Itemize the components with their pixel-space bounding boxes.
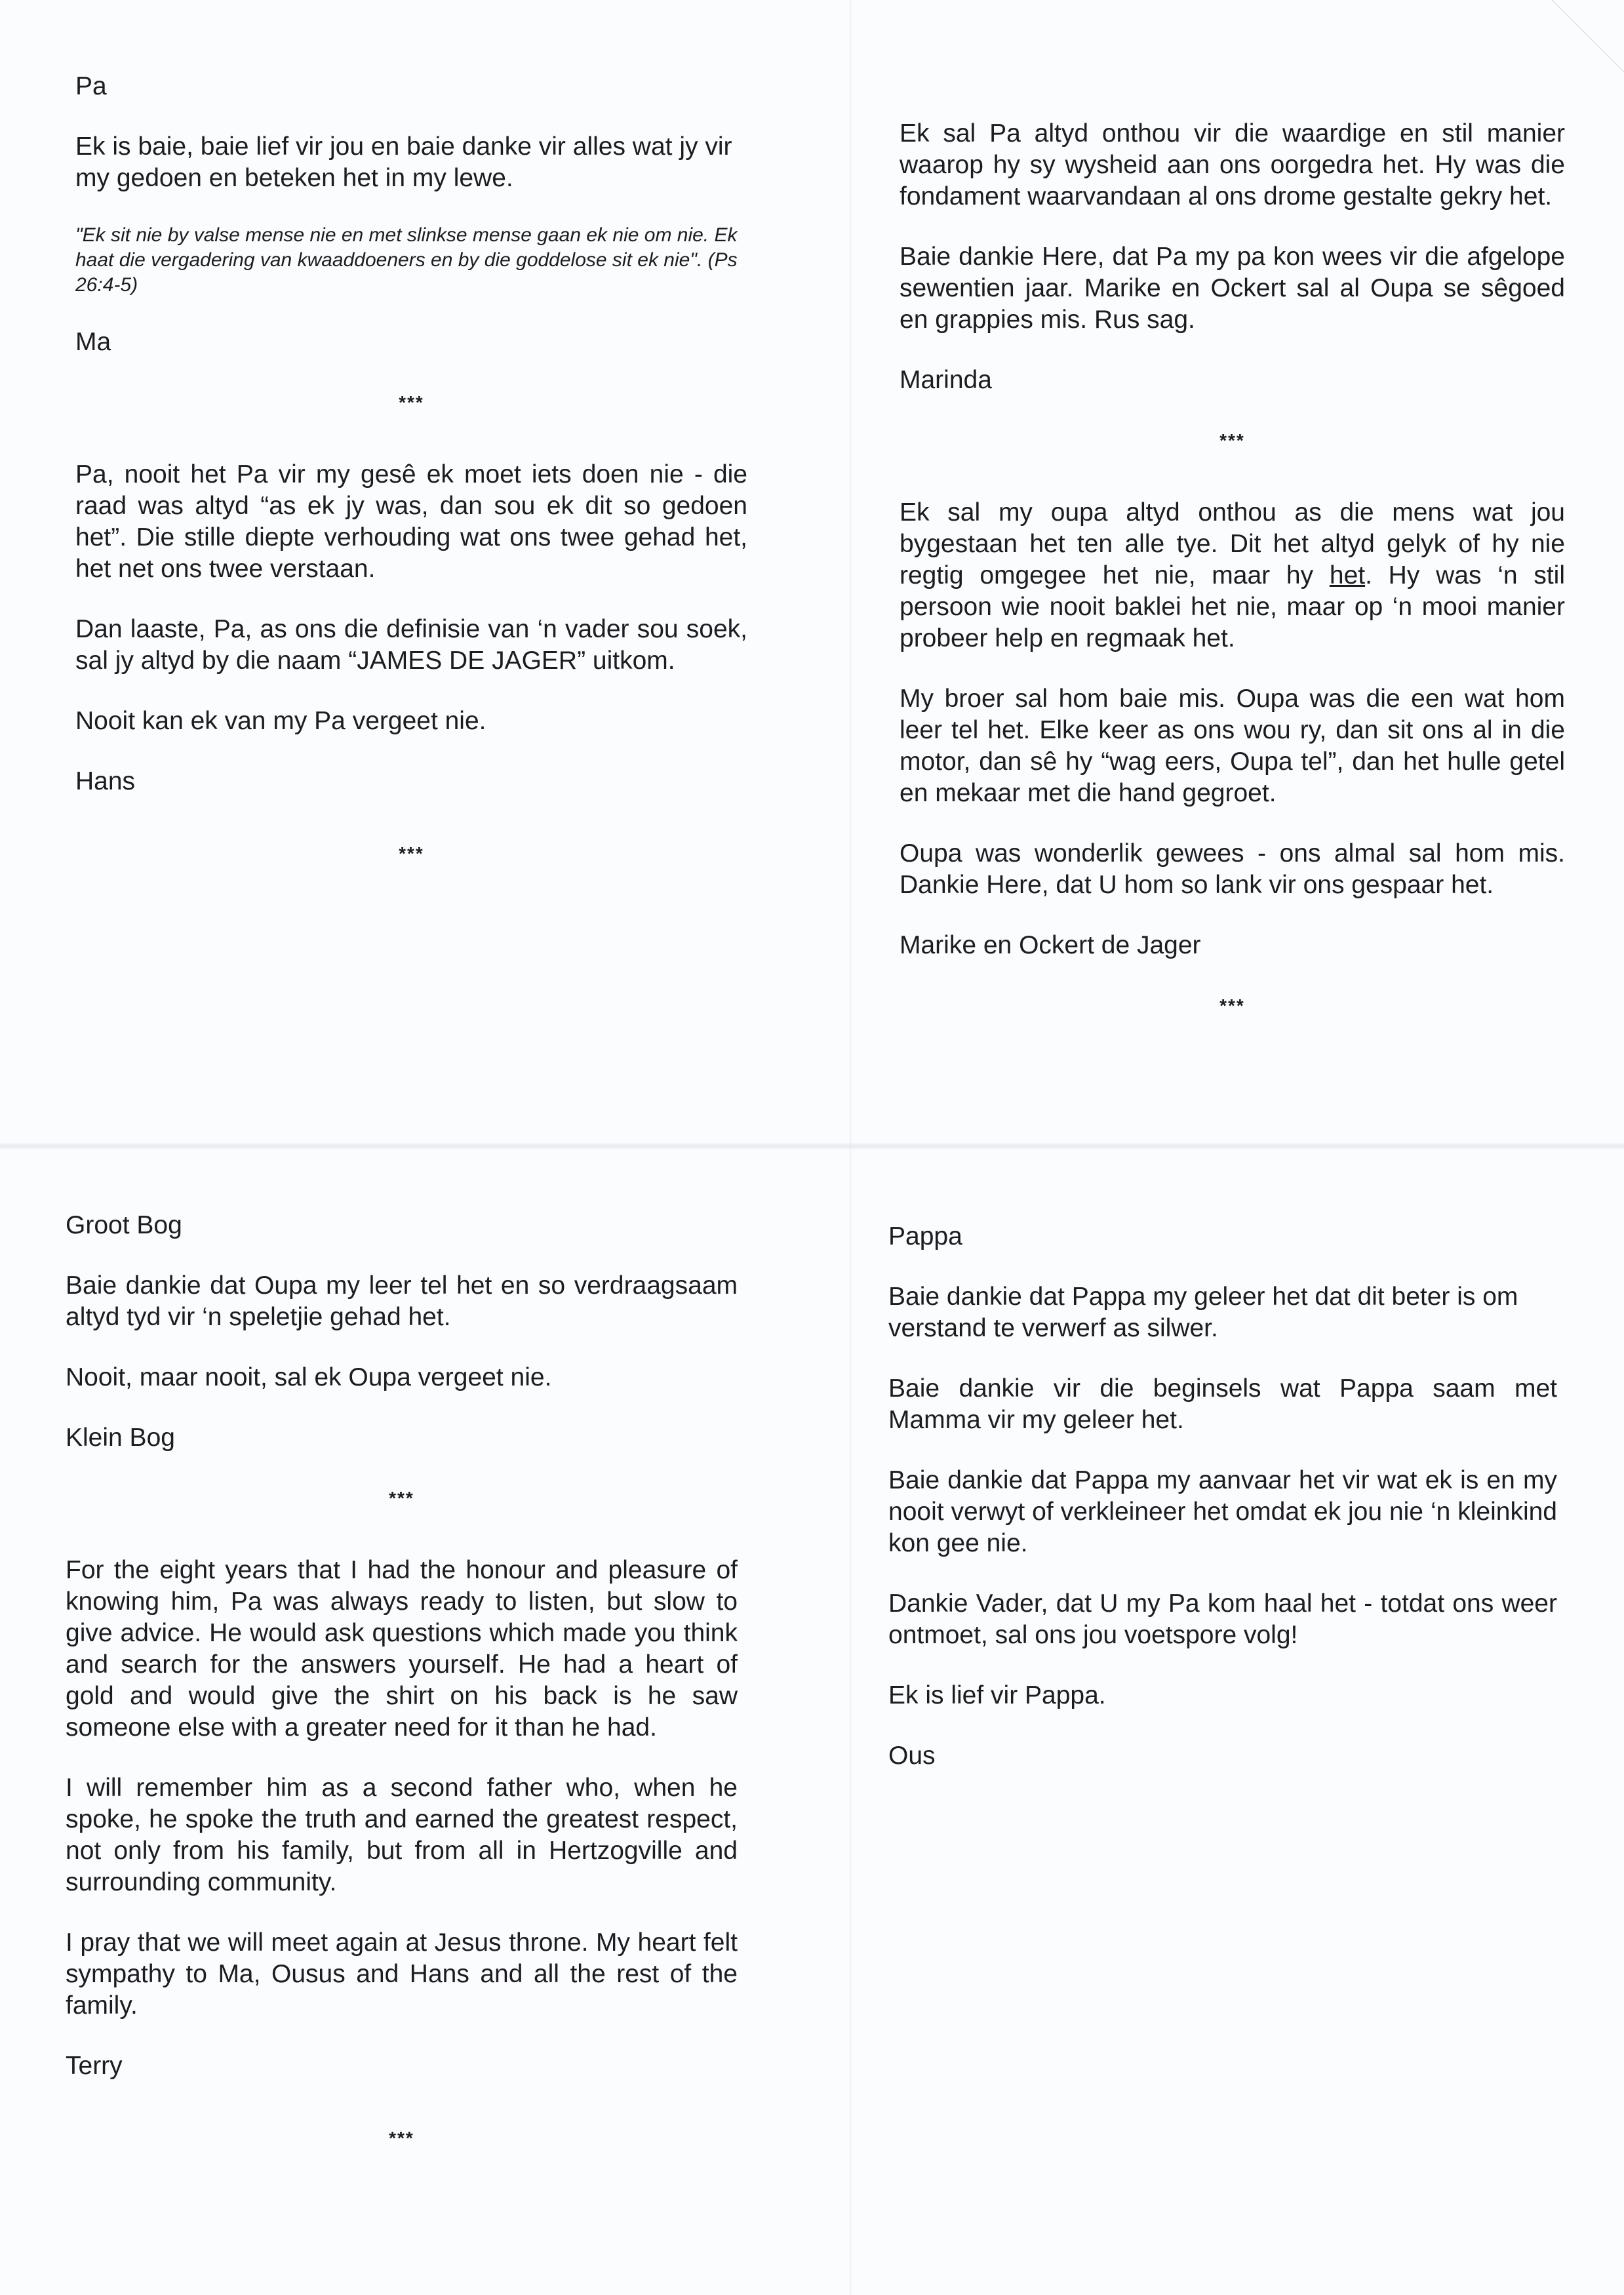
ous-paragraph-4: Dankie Vader, dat U my Pa kom haal het - totdat ons weer ontmoet, sal ons jou voetspore volg! bbox=[888, 1589, 1557, 1649]
section-separator: *** bbox=[1219, 430, 1245, 450]
tribute-ous bbox=[888, 1221, 1557, 1772]
ous-paragraph-3: Baie dankie dat Pappa my aanvaar het vir wat ek is en my nooit verwyt of verkleineer het omdat ek jou nie ‘n kleinkind kon gee nie. bbox=[888, 1466, 1557, 1557]
hans-paragraph-3: Nooit kan ek van my Pa vergeet nie. bbox=[75, 707, 486, 735]
underlined-word: het bbox=[1329, 561, 1366, 589]
psalm-quote: "Ek sit nie by valse mense nie en met slinkse mense gaan ek nie om nie. Ek haat die vergadering van kwaaddoeners en by die goddelose sit ek nie". (Ps 26:4-5) bbox=[75, 224, 738, 296]
signature-ous: Ous bbox=[888, 1742, 936, 1770]
section-separator: *** bbox=[1219, 995, 1245, 1016]
signature-marike-and-ockert: Marike en Ockert de Jager bbox=[900, 931, 1201, 959]
signature-terry: Terry bbox=[66, 2052, 123, 2080]
corner-crease bbox=[1552, 0, 1624, 72]
ous-paragraph-5: Ek is lief vir Pappa. bbox=[888, 1681, 1106, 1709]
marinda-paragraph-2: Baie dankie Here, dat Pa my pa kon wees vir die afgelope sewentien jaar. Marike en Ockert sal al Oupa se sêgoed en grappies mis. Rus sag. bbox=[900, 243, 1565, 334]
heading-groot-bog: Groot Bog bbox=[66, 1211, 182, 1239]
ma-message: Ek is baie, baie lief vir jou en baie danke vir alles wat jy vir my gedoen en beteken het in my lewe. bbox=[75, 132, 732, 192]
ous-paragraph-2: Baie dankie vir die beginsels wat Pappa saam met Mamma vir my geleer het. bbox=[888, 1374, 1557, 1434]
terry-paragraph-1: For the eight years that I had the honour and pleasure of knowing him, Pa was always ready to listen, but slow to give advice. He would ask questions which made you think and search for the answers yourself. He had a heart of gold and would give the shirt on his back is he saw someone else with a greater need for it than he had. bbox=[66, 1556, 738, 1742]
tribute-klein-bog-and-terry bbox=[66, 1210, 738, 2154]
klein-bog-paragraph-2: Nooit, maar nooit, sal ek Oupa vergeet nie. bbox=[66, 1363, 552, 1391]
horizontal-fold-line bbox=[0, 1142, 1624, 1150]
ous-paragraph-1: Baie dankie dat Pappa my geleer het dat dit beter is om verstand te verwerf as silwer. bbox=[888, 1283, 1518, 1342]
marike-paragraph-3: Oupa was wonderlik gewees - ons almal sal hom mis. Dankie Here, dat U hom so lank vir ons gespaar het. bbox=[900, 839, 1565, 899]
section-separator: *** bbox=[399, 392, 424, 412]
section-separator: *** bbox=[389, 1488, 414, 1508]
terry-paragraph-2: I will remember him as a second father who, when he spoke, he spoke the truth and earned the greatest respect, not only from his family, but from all in Hertzogville and surrounding community. bbox=[66, 1774, 738, 1896]
terry-paragraph-3: I pray that we will meet again at Jesus throne. My heart felt sympathy to Ma, Ousus and Hans and all the rest of the family. bbox=[66, 1928, 738, 2020]
tribute-ma-and-hans bbox=[75, 71, 747, 869]
hans-paragraph-1: Pa, nooit het Pa vir my gesê ek moet iets doen nie - die raad was altyd “as ek jy was, dan sou ek dit so gedoen het”. Die stille diepte verhouding wat ons twee gehad het, het net ons twee verstaan. bbox=[75, 460, 747, 583]
signature-klein-bog: Klein Bog bbox=[66, 1424, 175, 1452]
marike-paragraph-1-start: Ek sal my oupa altyd onthou as die mens wat jou bygestaan het ten alle tye. Dit het altyd gelyk of hy nie regtig omgegee het nie, maar hy bbox=[900, 498, 1565, 589]
marinda-paragraph-1: Ek sal Pa altyd onthou vir die waardige en stil manier waarop hy sy wysheid aan ons oorgedra het. Hy was die fondament waarvandaan al ons drome gestalte gekry het. bbox=[900, 119, 1565, 210]
marike-paragraph-2: My broer sal hom baie mis. Oupa was die een wat hom leer tel het. Elke keer as ons wou ry, dan sit ons al in die motor, dan sê hy “wag eers, Oupa tel”, dan het hulle getel en mekaar met die hand gegroet. bbox=[900, 685, 1565, 807]
marike-paragraph-1-end: . Hy was ‘n stil persoon wie nooit baklei het nie, maar op ‘n mooi manier probeer help en regmaak het. bbox=[900, 561, 1565, 652]
marike-paragraph-1 bbox=[900, 497, 1565, 654]
signature-ma: Ma bbox=[75, 328, 111, 356]
heading-pappa: Pappa bbox=[888, 1222, 962, 1250]
klein-bog-paragraph-1: Baie dankie dat Oupa my leer tel het en so verdraagsaam altyd tyd vir ‘n speletjie gehad het. bbox=[66, 1271, 738, 1331]
section-separator: *** bbox=[389, 2128, 414, 2148]
signature-marinda: Marinda bbox=[900, 366, 992, 394]
section-separator: *** bbox=[399, 843, 424, 864]
heading-pa: Pa bbox=[75, 72, 107, 100]
hans-paragraph-2: Dan laaste, Pa, as ons die definisie van ‘n vader sou soek, sal jy altyd by die naam “JAMES DE JAGER” uitkom. bbox=[75, 615, 747, 675]
signature-hans: Hans bbox=[75, 767, 136, 795]
tribute-marinda-and-grandchildren bbox=[900, 118, 1565, 1022]
